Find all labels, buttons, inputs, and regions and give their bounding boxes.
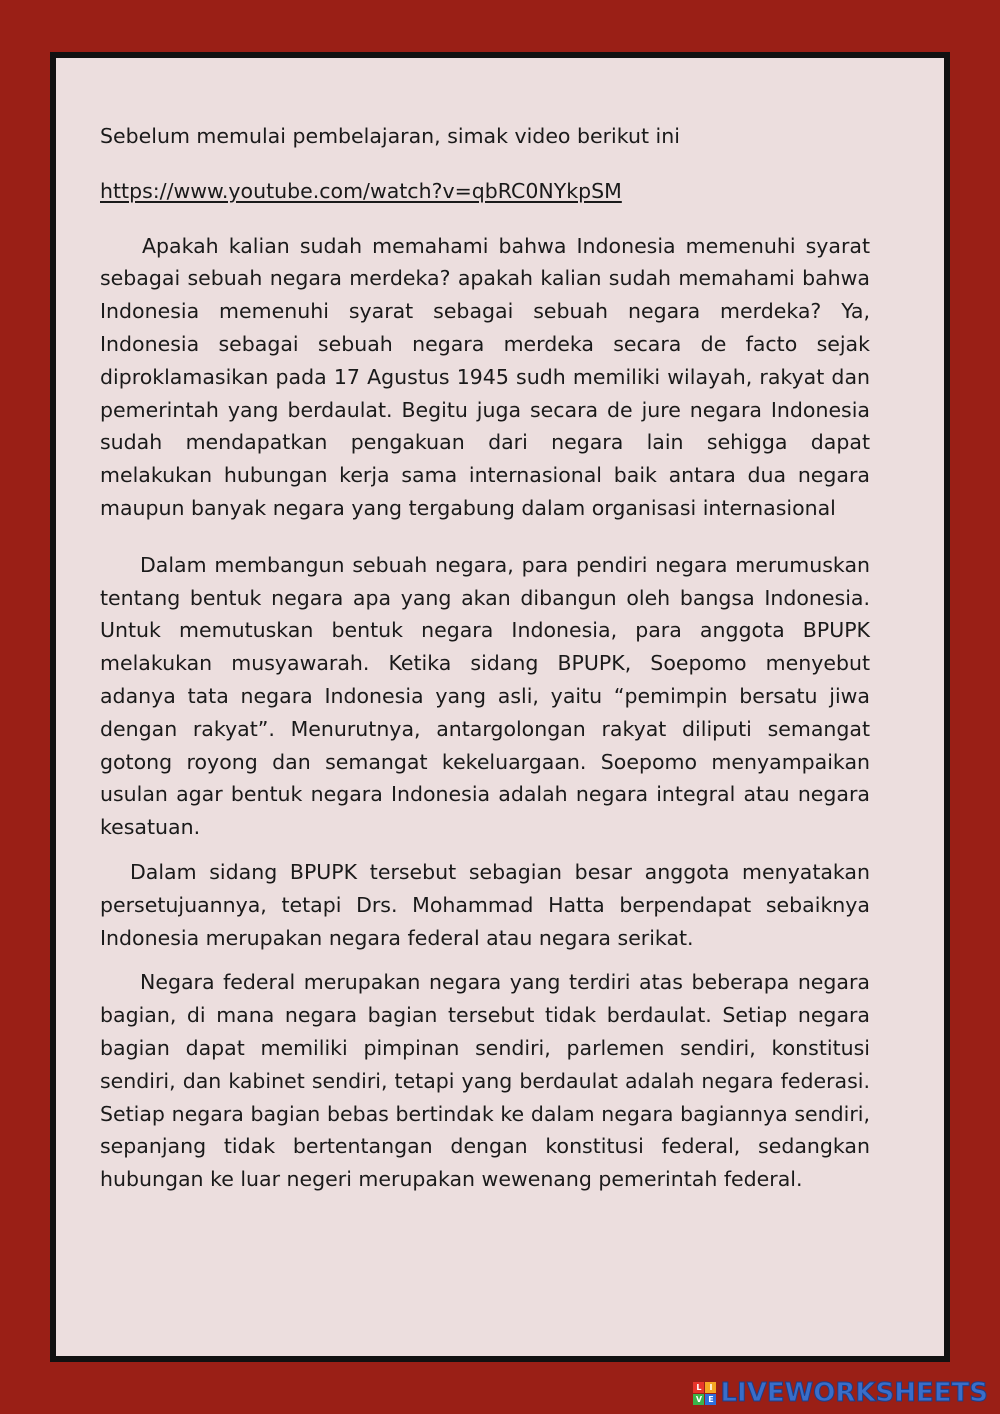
logo-letter-l: L [693,1382,704,1393]
paragraph-4: Negara federal merupakan negara yang terdiri atas beberapa negara bagian, di mana negara bagian tersebut tidak berdaulat. Setiap negara bagian dapat memiliki pimpinan sendiri, parlemen sendiri, konstitusi sendiri, dan kabinet sendiri, tetapi yang berdaulat adalah negara federasi. Setiap negara bagian bebas bertindak ke dalam negara bagiannya sendiri, sepanjang tidak bertentangan dengan konstitusi federal, sedangkan hubungan ke luar negeri merupakan wewenang pemerintah federal. [100,970,870,1192]
paragraph-2: Dalam membangun sebuah negara, para pendiri negara merumuskan tentang bentuk negara apa yang akan dibangun oleh bangsa Indonesia. Untuk memutuskan bentuk negara Indonesia, para anggota BPUPK melakukan musyawarah. Ketika sidang BPUPK, Soepomo menyebut adanya tata negara Indonesia yang asli, yaitu “pemimpin bersatu jiwa dengan rakyat”. Menurutnya, antargolongan rakyat diliputi semangat gotong royong dan semangat kekeluargaan. Soepomo menyampaikan usulan agar bentuk negara Indonesia adalah negara integral atau negara kesatuan. [100,552,870,840]
page-frame [50,52,950,1362]
logo-letter-e: E [705,1394,716,1405]
video-link[interactable]: https://www.youtube.com/watch?v=qbRC0NYkpSM [100,178,622,203]
paragraph-1: Apakah kalian sudah memahami bahwa Indonesia memenuhi syarat sebagai sebuah negara merdeka? apakah kalian sudah memahami bahwa Indonesia memenuhi syarat sebagai sebuah negara merdeka? Ya, Indonesia sebagai sebuah negara merdeka secara de facto sejak diproklamasikan pada 17 Agustus 1945 sudh memiliki wilayah, rakyat dan pemerintah yang berdaulat. Begitu juga secara de jure negara Indonesia sudah mendapatkan pengakuan dari negara lain sehigga dapat melakukan hubungan kerja sama internasional baik antara dua negara maupun banyak negara yang tergabung dalam organisasi internasional [100,233,870,520]
worksheet-page [56,58,944,1356]
logo-letter-i: I [705,1382,716,1393]
worksheet-content [100,120,870,1196]
logo-letter-v: V [693,1394,704,1405]
liveworksheets-watermark [693,1378,988,1408]
intro-text: Sebelum memulai pembelajaran, simak video berikut ini [100,124,680,148]
liveworksheets-logo-icon [693,1382,716,1405]
paragraph-3: Dalam sidang BPUPK tersebut sebagian besar anggota menyatakan persetujuannya, tetapi Drs. Mohammad Hatta berpendapat sebaiknya Indonesia merupakan negara federal atau negara serikat. [100,859,870,950]
watermark-text: LIVEWORKSHEETS [720,1378,988,1408]
